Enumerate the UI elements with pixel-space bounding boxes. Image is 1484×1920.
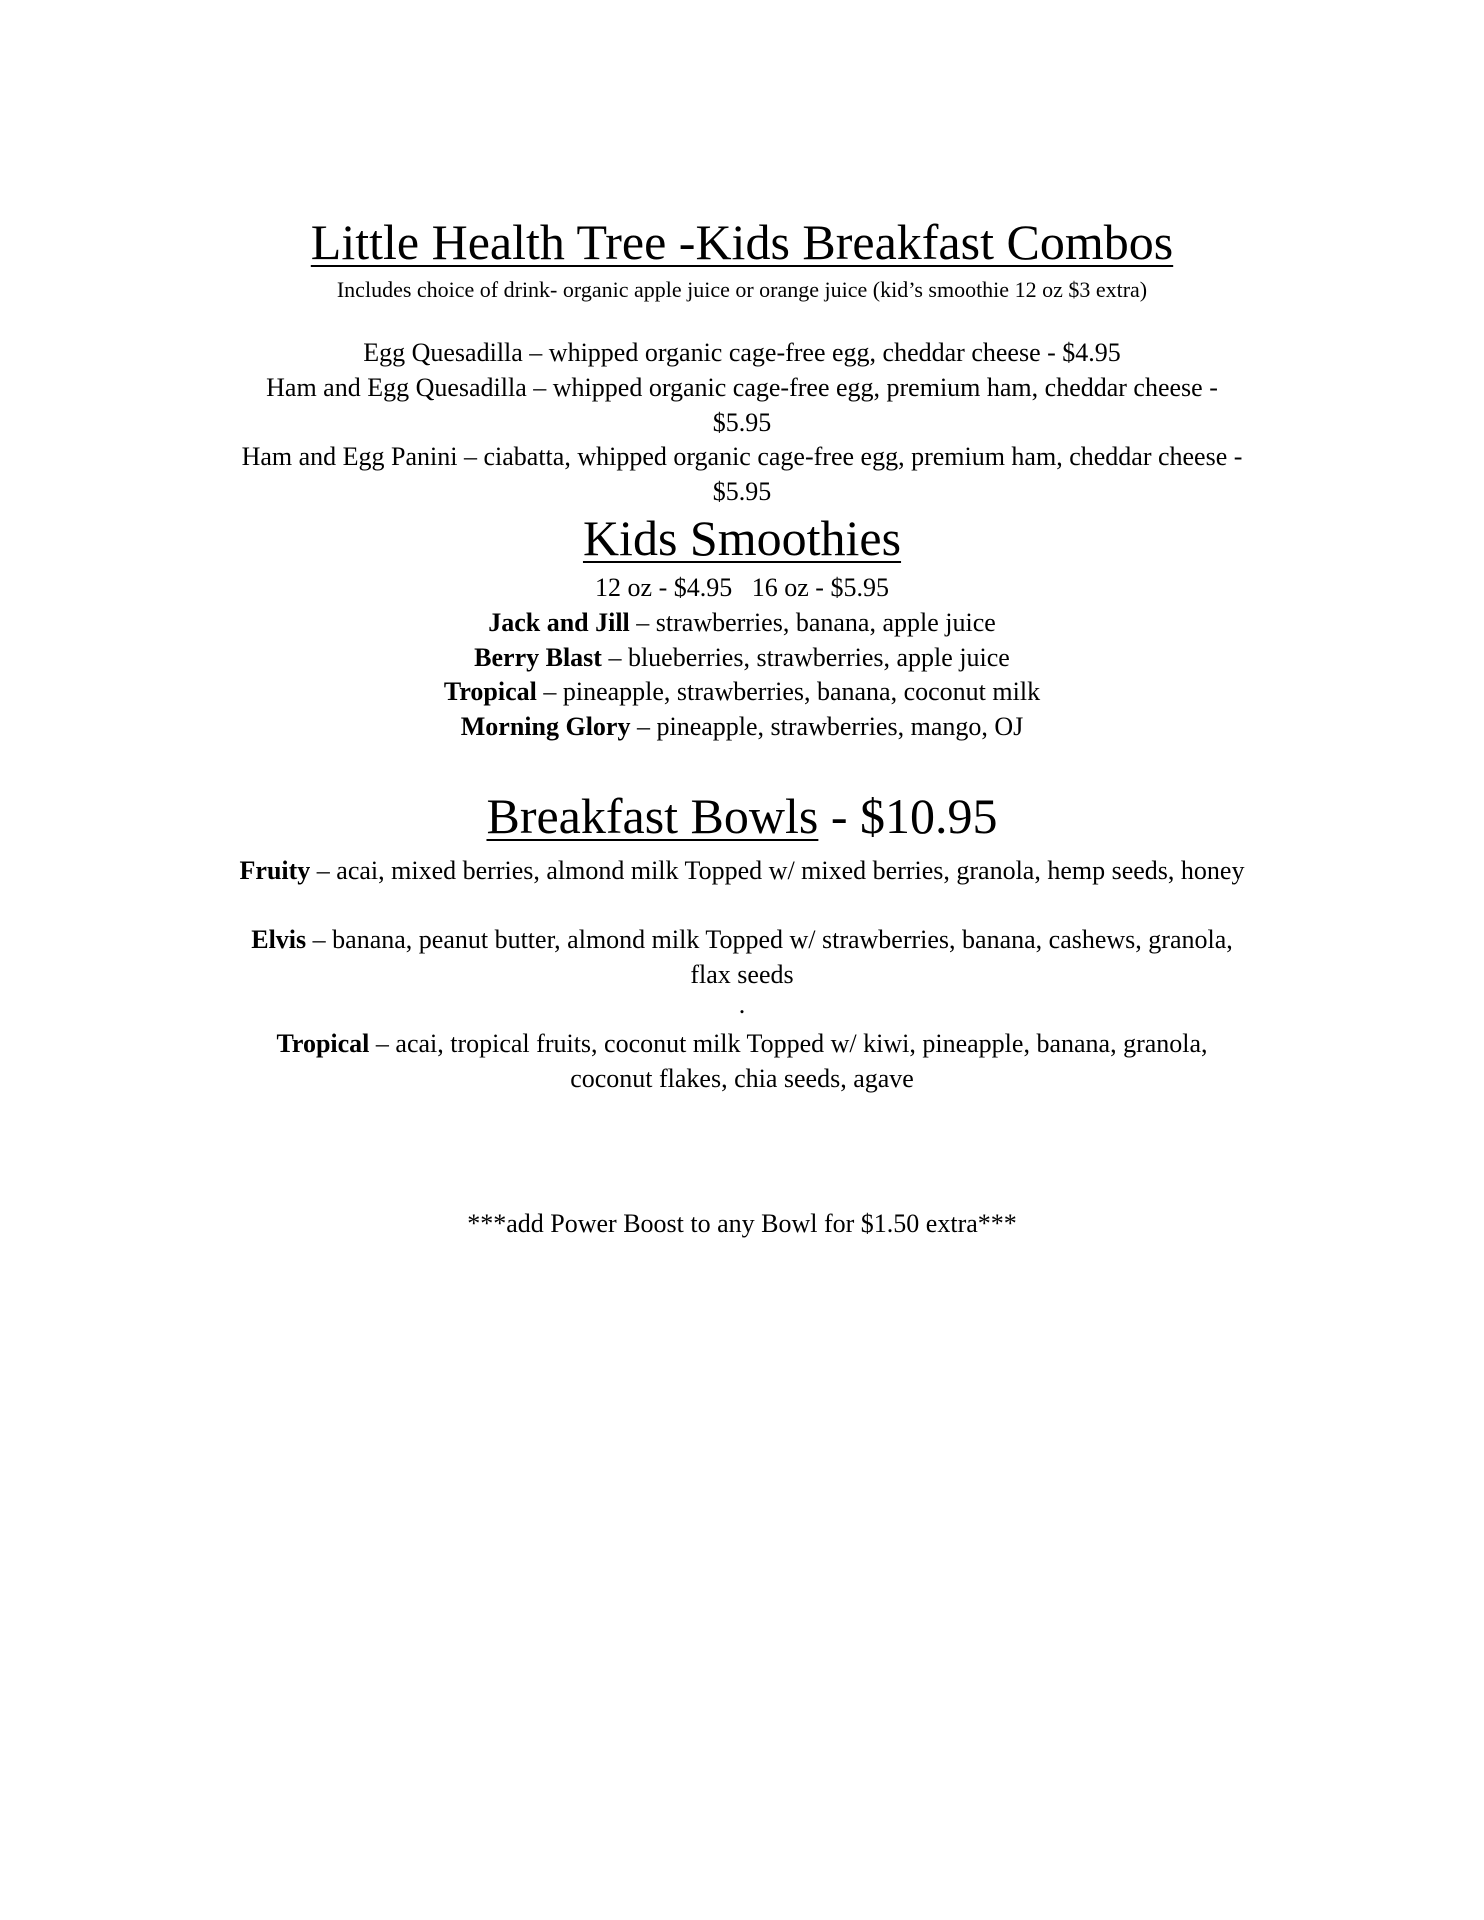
combo-item-price: $5.95	[712, 408, 772, 437]
bowl-name: Fruity	[239, 856, 311, 885]
bowl-item	[150, 1026, 1334, 1096]
combo-item-line: Ham and Egg Panini – ciabatta, whipped organic cage-free egg, premium ham, cheddar cheese -	[241, 442, 1243, 471]
smoothie-sizes: 12 oz - $4.95 16 oz - $5.95	[595, 573, 889, 602]
combo-item	[150, 439, 1334, 509]
combo-item-line: Egg Quesadilla – whipped organic cage-free egg, cheddar cheese - $4.95	[363, 338, 1121, 367]
bowl-item	[150, 922, 1334, 992]
combo-item-price: $5.95	[712, 477, 772, 506]
combos-subtitle: Includes choice of drink- organic apple juice or orange juice (kid’s smoothie 12 oz $3 extra)	[336, 277, 1148, 302]
bowl-desc: – acai, tropical fruits, coconut milk Topped w/ kiwi, pineapple, banana, granola,	[369, 1029, 1208, 1058]
smoothie-item	[150, 640, 1334, 675]
smoothie-name: Tropical	[443, 677, 537, 706]
smoothies-title-text: Kids Smoothies	[582, 510, 902, 566]
smoothie-item	[150, 709, 1334, 744]
smoothie-desc: – blueberries, strawberries, apple juice	[601, 643, 1010, 672]
smoothie-item	[150, 674, 1334, 709]
power-boost-note: ***add Power Boost to any Bowl for $1.50 extra***	[467, 1209, 1017, 1238]
smoothie-desc: – pineapple, strawberries, banana, coconut milk	[536, 677, 1041, 706]
bowl-desc-cont: flax seeds	[690, 960, 794, 989]
combo-item-line: Ham and Egg Quesadilla – whipped organic cage-free egg, premium ham, cheddar cheese -	[266, 373, 1218, 402]
bowls-title	[150, 787, 1334, 845]
combo-item	[150, 335, 1334, 370]
smoothie-name: Morning Glory	[460, 712, 631, 741]
smoothie-item	[150, 605, 1334, 640]
smoothie-name: Jack and Jill	[488, 608, 630, 637]
smoothies-title	[150, 509, 1334, 567]
bowl-separator: .	[738, 990, 746, 1019]
smoothie-desc: – strawberries, banana, apple juice	[629, 608, 996, 637]
bowl-name: Tropical	[276, 1029, 370, 1058]
bowls-title-text: Breakfast Bowls	[486, 788, 819, 844]
combos-title-text: Little Health Tree -Kids Breakfast Combos	[310, 214, 1174, 270]
bowl-name: Elvis	[251, 925, 307, 954]
bowl-desc: – banana, peanut butter, almond milk Topped w/ strawberries, banana, cashews, granola,	[306, 925, 1233, 954]
bowls-price: - $10.95	[818, 788, 998, 844]
smoothie-name: Berry Blast	[474, 643, 602, 672]
bowl-desc: – acai, mixed berries, almond milk Topped w/ mixed berries, granola, hemp seeds, honey	[310, 856, 1245, 885]
bowl-desc-cont: coconut flakes, chia seeds, agave	[570, 1064, 914, 1093]
combos-title	[150, 212, 1334, 272]
combo-item	[150, 370, 1334, 440]
bowl-item	[150, 853, 1334, 888]
smoothie-desc: – pineapple, strawberries, mango, OJ	[630, 712, 1024, 741]
